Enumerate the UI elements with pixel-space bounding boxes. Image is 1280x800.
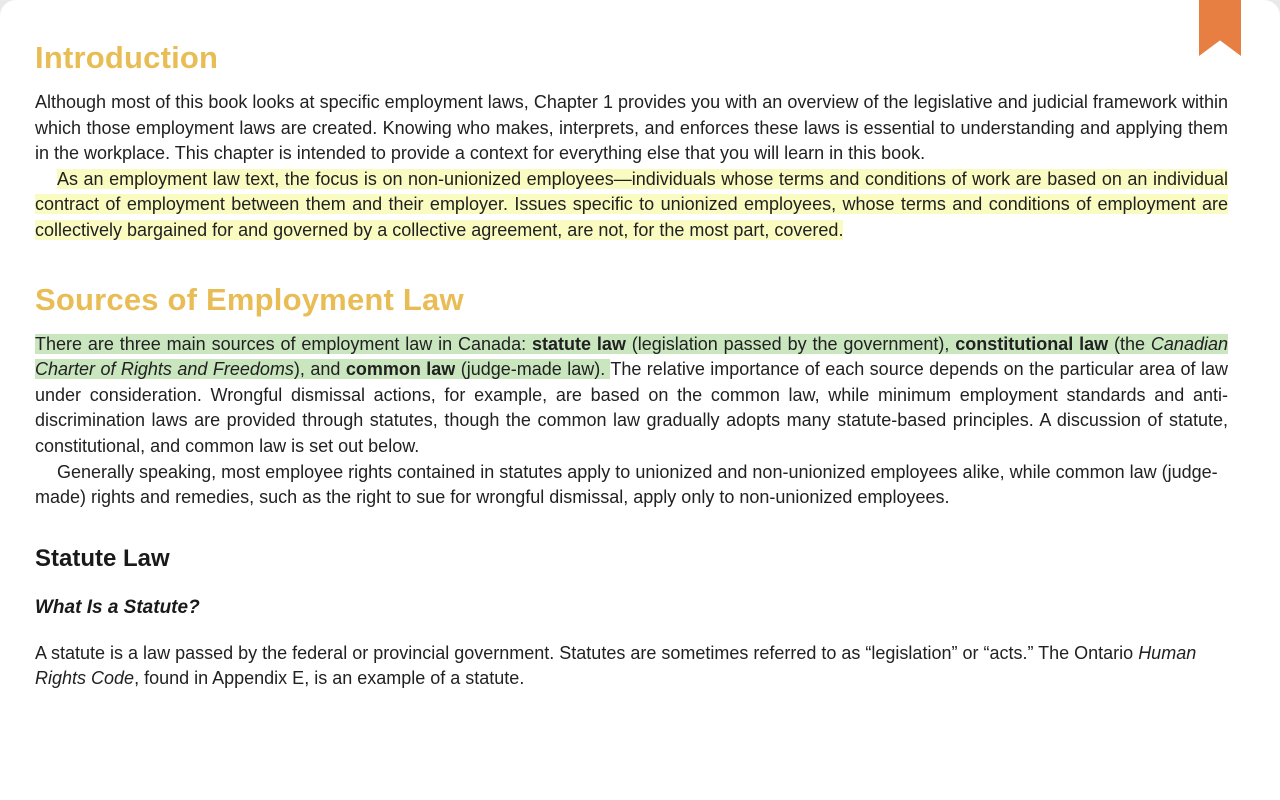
sources-paragraph-2: Generally speaking, most employee rights contained in statutes apply to unionized and non-unionized employees alike, while common law (judge-made) rights and remedies, such as the right to sue for wrongful dismissal, apply only to non-unionized employees. bbox=[35, 461, 1218, 508]
intro-paragraph-2-highlighted: As an employment law text, the focus is on non-unionized employees—individuals whose terms and conditions of work are based on an individual contract of employment between them and their employer. Issues specific to unionized employees, whose terms and conditions of employment are collectively bargained for and governed by a collective agreement, are not, for the most part, covered. bbox=[35, 168, 1228, 240]
section-heading-introduction: Introduction bbox=[35, 40, 219, 75]
statute-paragraph: A statute is a law passed by the federal or provincial government. Statutes are sometimes referred to as “legislation” or “acts.” The Ontario Human Rights Code, found in Appendix E, is an example of a statute. bbox=[35, 642, 1197, 689]
sources-paragraph-1-highlighted: There are three main sources of employment law in Canada: statute law (legislation passed by the government), constitutional law (the Canadian Charter of Rights and Freedoms), and common law (judge-made law). The relative importance of each source depends on the particular area of law under consideration. Wrongful dismissal actions, for example, are based on the common law, while minimum employment standards and anti-discrimination laws are provided through statutes, though the common law gradually adopts many statute-based principles. A discussion of statute, constitutional, and common law is set out below. bbox=[35, 333, 1228, 456]
subsection-heading-statute-law: Statute Law bbox=[35, 544, 170, 572]
intro-paragraph-1: Although most of this book looks at specific employment laws, Chapter 1 provides you with an overview of the legislative and judicial framework within which those employment laws are created. Knowing who makes, interprets, and enforces these laws is essential to understanding and applying them in the workplace. This chapter is intended to provide a context for everything else that you will learn in this book. bbox=[35, 92, 1228, 164]
subsubsection-heading-what-is-a-statute: What Is a Statute? bbox=[35, 596, 200, 618]
section-heading-sources-of-employment-law: Sources of Employment Law bbox=[35, 281, 464, 317]
